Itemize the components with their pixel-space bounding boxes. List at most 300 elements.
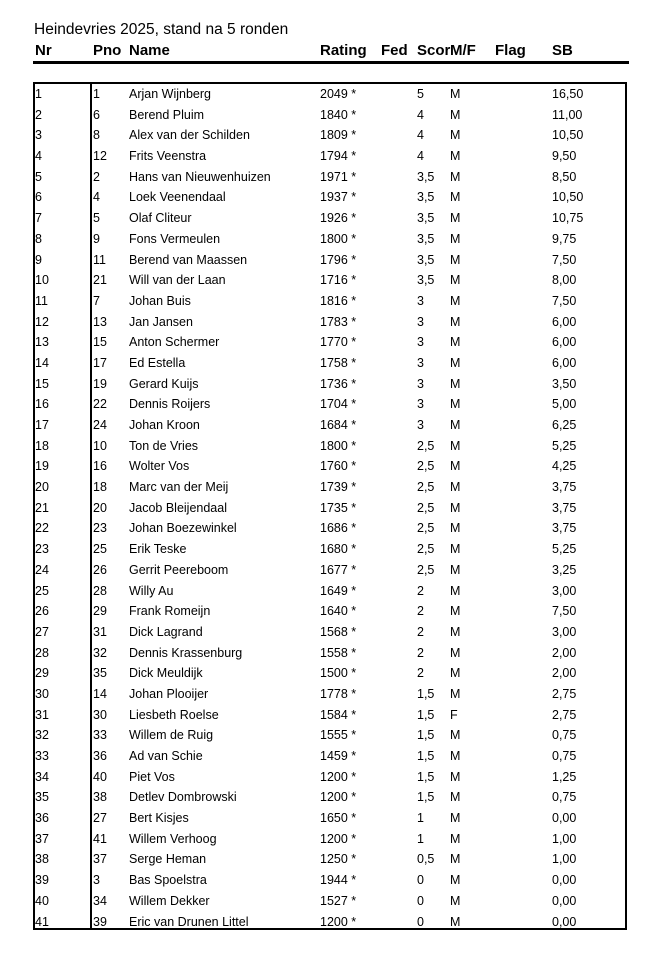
cell-pno: 2 xyxy=(93,169,100,184)
table-row xyxy=(0,84,656,105)
cell-mf: M xyxy=(450,314,461,329)
cell-mf: M xyxy=(450,521,461,536)
cell-pno: 14 xyxy=(93,686,107,701)
cell-mf: M xyxy=(450,190,461,205)
cell-score: 0 xyxy=(417,893,424,908)
cell-pno: 26 xyxy=(93,562,107,577)
table-row xyxy=(0,312,656,333)
cell-nr: 20 xyxy=(35,480,49,495)
cell-mf: M xyxy=(450,335,461,350)
cell-sb: 3,75 xyxy=(552,500,577,515)
cell-pno: 24 xyxy=(93,418,107,432)
table-row xyxy=(0,787,656,808)
cell-score: 2,5 xyxy=(417,562,435,577)
cell-mf: M xyxy=(450,542,461,557)
cell-mf: M xyxy=(450,769,461,784)
cell-name: Jacob Bleijendaal xyxy=(129,500,227,515)
cell-mf: M xyxy=(450,893,461,908)
cell-sb: 6,00 xyxy=(552,314,577,329)
cell-sb: 3,75 xyxy=(552,521,577,536)
cell-nr: 16 xyxy=(35,397,49,412)
cell-pno: 11 xyxy=(93,252,106,267)
cell-score: 3 xyxy=(417,397,424,412)
table-row xyxy=(0,725,656,746)
cell-name: Arjan Wijnberg xyxy=(129,87,211,101)
cell-rating: 1796 * xyxy=(320,252,357,267)
table-row xyxy=(0,581,656,602)
header-score: Scor xyxy=(417,42,451,59)
cell-mf: M xyxy=(450,852,461,867)
cell-nr: 13 xyxy=(35,335,49,350)
cell-sb: 11,00 xyxy=(552,107,583,122)
table-row xyxy=(0,891,656,912)
table-row xyxy=(0,767,656,788)
cell-rating: 1640 * xyxy=(320,604,357,619)
cell-mf: M xyxy=(450,645,461,660)
cell-nr: 25 xyxy=(35,583,49,598)
cell-nr: 14 xyxy=(35,355,49,370)
table-row xyxy=(0,560,656,581)
cell-pno: 6 xyxy=(93,107,100,122)
cell-pno: 30 xyxy=(93,707,107,722)
cell-mf: M xyxy=(450,107,461,122)
cell-rating: 1816 * xyxy=(320,293,357,308)
cell-mf: M xyxy=(450,480,461,495)
cell-name: Fons Vermeulen xyxy=(129,231,221,246)
table-row xyxy=(0,663,656,684)
cell-nr: 27 xyxy=(35,624,49,639)
cell-name: Will van der Laan xyxy=(129,273,226,288)
standings-table xyxy=(0,84,656,932)
cell-sb: 10,50 xyxy=(552,128,584,143)
cell-nr: 1 xyxy=(35,87,42,101)
cell-score: 2,5 xyxy=(417,542,435,557)
cell-pno: 4 xyxy=(93,190,100,205)
cell-mf: M xyxy=(450,873,461,888)
table-row xyxy=(0,705,656,726)
cell-rating: 1459 * xyxy=(320,749,357,763)
cell-pno: 22 xyxy=(93,397,107,412)
cell-rating: 1736 * xyxy=(320,376,357,391)
cell-sb: 9,75 xyxy=(552,231,577,246)
cell-rating: 1684 * xyxy=(320,418,357,432)
cell-score: 2,5 xyxy=(417,459,435,474)
cell-sb: 3,25 xyxy=(552,562,577,577)
header-flag: Flag xyxy=(495,42,526,59)
cell-mf: M xyxy=(450,273,461,288)
cell-rating: 1971 * xyxy=(320,169,357,184)
cell-sb: 0,00 xyxy=(552,811,577,826)
cell-rating: 1760 * xyxy=(320,459,357,474)
cell-name: Johan Buis xyxy=(129,293,191,308)
cell-pno: 33 xyxy=(93,728,107,743)
cell-rating: 1200 * xyxy=(320,831,357,846)
cell-pno: 9 xyxy=(93,231,100,246)
cell-rating: 1840 * xyxy=(320,107,357,122)
cell-nr: 28 xyxy=(35,645,49,660)
cell-rating: 1739 * xyxy=(320,480,357,495)
cell-name: Ad van Schie xyxy=(129,749,203,763)
cell-nr: 33 xyxy=(35,749,49,763)
cell-sb: 8,50 xyxy=(552,169,577,184)
cell-name: Berend Pluim xyxy=(129,107,205,122)
cell-rating: 1778 * xyxy=(320,686,357,701)
cell-score: 0,5 xyxy=(417,852,435,867)
cell-sb: 1,00 xyxy=(552,852,577,867)
cell-name: Gerrit Peereboom xyxy=(129,562,229,577)
cell-nr: 6 xyxy=(35,190,42,205)
cell-pno: 35 xyxy=(93,666,107,681)
cell-nr: 3 xyxy=(35,128,42,143)
cell-score: 0 xyxy=(417,914,424,929)
cell-score: 2 xyxy=(417,624,424,639)
cell-pno: 36 xyxy=(93,749,107,763)
table-row xyxy=(0,829,656,850)
cell-pno: 5 xyxy=(93,211,100,226)
header-mf: M/F xyxy=(450,42,476,59)
cell-score: 5 xyxy=(417,87,424,101)
cell-pno: 29 xyxy=(93,604,107,619)
table-row xyxy=(0,125,656,146)
cell-score: 2 xyxy=(417,666,424,681)
cell-name: Alex van der Schilden xyxy=(129,128,250,143)
cell-sb: 5,25 xyxy=(552,438,577,453)
cell-name: Dick Lagrand xyxy=(129,624,203,639)
cell-score: 3 xyxy=(417,314,424,329)
cell-sb: 7,50 xyxy=(552,604,577,619)
cell-mf: M xyxy=(450,790,461,805)
cell-mf: M xyxy=(450,128,461,143)
cell-name: Bert Kisjes xyxy=(129,811,189,826)
cell-name: Loek Veenendaal xyxy=(129,190,226,205)
header-rule xyxy=(33,61,629,64)
cell-rating: 1680 * xyxy=(320,542,357,557)
cell-mf: M xyxy=(450,914,461,929)
table-row xyxy=(0,808,656,829)
cell-score: 3,5 xyxy=(417,190,435,205)
cell-pno: 10 xyxy=(93,438,107,453)
cell-nr: 4 xyxy=(35,149,42,164)
cell-nr: 10 xyxy=(35,273,49,288)
cell-mf: M xyxy=(450,728,461,743)
cell-nr: 34 xyxy=(35,769,49,784)
cell-pno: 25 xyxy=(93,542,107,557)
cell-name: Eric van Drunen Littel xyxy=(129,914,249,929)
table-row xyxy=(0,477,656,498)
cell-name: Willem Dekker xyxy=(129,893,210,908)
cell-name: Olaf Cliteur xyxy=(129,211,192,226)
cell-mf: M xyxy=(450,666,461,681)
cell-rating: 1704 * xyxy=(320,397,357,412)
cell-mf: M xyxy=(450,149,461,164)
cell-pno: 27 xyxy=(93,811,107,826)
cell-score: 2,5 xyxy=(417,480,435,495)
cell-rating: 1770 * xyxy=(320,335,357,350)
cell-mf: M xyxy=(450,624,461,639)
cell-nr: 32 xyxy=(35,728,49,743)
cell-score: 0 xyxy=(417,873,424,888)
cell-sb: 2,00 xyxy=(552,645,577,660)
table-row xyxy=(0,539,656,560)
cell-sb: 6,00 xyxy=(552,335,577,350)
cell-sb: 0,75 xyxy=(552,728,577,743)
cell-mf: M xyxy=(450,831,461,846)
cell-rating: 1794 * xyxy=(320,149,357,164)
cell-nr: 29 xyxy=(35,666,49,681)
cell-score: 2 xyxy=(417,604,424,619)
cell-sb: 9,50 xyxy=(552,149,577,164)
cell-score: 3,5 xyxy=(417,169,435,184)
page-title: Heindevries 2025, stand na 5 ronden xyxy=(34,21,289,38)
cell-name: Johan Plooijer xyxy=(129,686,209,701)
cell-sb: 3,00 xyxy=(552,624,577,639)
cell-pno: 41 xyxy=(93,831,107,846)
cell-name: Willy Au xyxy=(129,583,174,598)
table-row xyxy=(0,643,656,664)
cell-mf: M xyxy=(450,211,461,226)
cell-nr: 21 xyxy=(35,500,49,515)
cell-score: 3,5 xyxy=(417,231,435,246)
cell-sb: 10,75 xyxy=(552,211,584,226)
cell-nr: 31 xyxy=(35,707,49,722)
cell-rating: 1500 * xyxy=(320,666,357,681)
cell-nr: 37 xyxy=(35,831,49,846)
cell-pno: 20 xyxy=(93,500,107,515)
table-row xyxy=(0,912,656,933)
cell-name: Frank Romeijn xyxy=(129,604,211,619)
cell-rating: 1250 * xyxy=(320,852,357,867)
cell-sb: 7,50 xyxy=(552,293,577,308)
cell-rating: 1558 * xyxy=(320,645,357,660)
cell-rating: 1527 * xyxy=(320,893,357,908)
cell-mf: M xyxy=(450,87,461,101)
cell-nr: 40 xyxy=(35,893,49,908)
cell-rating: 1783 * xyxy=(320,314,357,329)
cell-score: 4 xyxy=(417,107,424,122)
cell-pno: 40 xyxy=(93,769,107,784)
cell-mf: M xyxy=(450,583,461,598)
cell-nr: 38 xyxy=(35,852,49,867)
cell-score: 1,5 xyxy=(417,769,435,784)
cell-name: Dennis Krassenburg xyxy=(129,645,243,660)
cell-score: 2 xyxy=(417,645,424,660)
cell-name: Anton Schermer xyxy=(129,335,220,350)
table-row xyxy=(0,849,656,870)
cell-nr: 39 xyxy=(35,873,49,888)
cell-score: 1,5 xyxy=(417,749,435,763)
table-row xyxy=(0,415,656,436)
cell-pno: 16 xyxy=(93,459,107,474)
cell-score: 1 xyxy=(417,831,424,846)
cell-rating: 1800 * xyxy=(320,231,357,246)
cell-nr: 11 xyxy=(35,293,48,308)
header-sb: SB xyxy=(552,42,573,59)
cell-mf: M xyxy=(450,293,461,308)
cell-nr: 7 xyxy=(35,211,42,226)
cell-pno: 21 xyxy=(93,273,107,288)
cell-name: Liesbeth Roelse xyxy=(129,707,219,722)
cell-nr: 12 xyxy=(35,314,49,329)
cell-pno: 12 xyxy=(93,149,107,164)
cell-sb: 5,25 xyxy=(552,542,577,557)
cell-sb: 0,00 xyxy=(552,893,577,908)
cell-sb: 8,00 xyxy=(552,273,577,288)
cell-rating: 1650 * xyxy=(320,811,357,826)
cell-score: 2,5 xyxy=(417,521,435,536)
cell-score: 1,5 xyxy=(417,707,435,722)
cell-nr: 18 xyxy=(35,438,49,453)
cell-rating: 1568 * xyxy=(320,624,357,639)
cell-name: Gerard Kuijs xyxy=(129,376,199,391)
cell-score: 2 xyxy=(417,583,424,598)
cell-nr: 17 xyxy=(35,418,49,432)
cell-score: 3 xyxy=(417,376,424,391)
header-fed: Fed xyxy=(381,42,408,59)
table-row xyxy=(0,498,656,519)
cell-name: Berend van Maassen xyxy=(129,252,248,267)
cell-name: Willem Verhoog xyxy=(129,831,217,846)
cell-pno: 15 xyxy=(93,335,107,350)
cell-rating: 1926 * xyxy=(320,211,357,226)
cell-mf: M xyxy=(450,231,461,246)
cell-mf: M xyxy=(450,500,461,515)
cell-sb: 1,00 xyxy=(552,831,577,846)
cell-pno: 34 xyxy=(93,893,107,908)
cell-pno: 3 xyxy=(93,873,100,888)
cell-rating: 1758 * xyxy=(320,355,357,370)
cell-rating: 1716 * xyxy=(320,273,357,288)
cell-score: 2,5 xyxy=(417,500,435,515)
cell-nr: 5 xyxy=(35,169,42,184)
cell-score: 3,5 xyxy=(417,252,435,267)
cell-pno: 28 xyxy=(93,583,107,598)
cell-name: Serge Heman xyxy=(129,852,207,867)
cell-nr: 19 xyxy=(35,459,49,474)
cell-rating: 1677 * xyxy=(320,562,357,577)
cell-rating: 1937 * xyxy=(320,190,357,205)
table-row xyxy=(0,394,656,415)
header-pno: Pno xyxy=(93,42,122,59)
cell-sb: 6,25 xyxy=(552,418,577,432)
header-nr: Nr xyxy=(35,42,52,59)
cell-rating: 1200 * xyxy=(320,790,357,805)
table-row xyxy=(0,601,656,622)
cell-nr: 41 xyxy=(35,914,49,929)
cell-rating: 1944 * xyxy=(320,873,357,888)
cell-rating: 1809 * xyxy=(320,128,357,143)
cell-pno: 8 xyxy=(93,128,100,143)
cell-mf: M xyxy=(450,418,461,432)
cell-nr: 8 xyxy=(35,231,42,246)
cell-score: 3 xyxy=(417,355,424,370)
cell-name: Johan Kroon xyxy=(129,418,200,432)
cell-sb: 5,00 xyxy=(552,397,577,412)
cell-rating: 1649 * xyxy=(320,583,357,598)
cell-sb: 0,00 xyxy=(552,873,577,888)
table-row xyxy=(0,291,656,312)
cell-sb: 6,00 xyxy=(552,355,577,370)
table-row xyxy=(0,270,656,291)
cell-mf: M xyxy=(450,438,461,453)
cell-name: Dennis Roijers xyxy=(129,397,211,412)
table-row xyxy=(0,684,656,705)
cell-rating: 1686 * xyxy=(320,521,357,536)
cell-score: 2,5 xyxy=(417,438,435,453)
cell-sb: 10,50 xyxy=(552,190,584,205)
table-row xyxy=(0,167,656,188)
table-row xyxy=(0,146,656,167)
cell-sb: 3,75 xyxy=(552,480,577,495)
cell-name: Ton de Vries xyxy=(129,438,199,453)
cell-nr: 24 xyxy=(35,562,49,577)
cell-rating: 1800 * xyxy=(320,438,357,453)
cell-name: Piet Vos xyxy=(129,769,175,784)
cell-score: 1,5 xyxy=(417,790,435,805)
cell-mf: M xyxy=(450,811,461,826)
cell-sb: 2,75 xyxy=(552,686,577,701)
cell-name: Johan Boezewinkel xyxy=(129,521,237,536)
cell-sb: 2,75 xyxy=(552,707,577,722)
cell-nr: 22 xyxy=(35,521,49,536)
cell-nr: 9 xyxy=(35,252,42,267)
cell-name: Hans van Nieuwenhuizen xyxy=(129,169,271,184)
cell-mf: M xyxy=(450,562,461,577)
cell-pno: 17 xyxy=(93,355,107,370)
cell-nr: 26 xyxy=(35,604,49,619)
cell-nr: 36 xyxy=(35,811,49,826)
cell-score: 3,5 xyxy=(417,211,435,226)
table-row xyxy=(0,105,656,126)
cell-sb: 16,50 xyxy=(552,87,584,101)
cell-pno: 37 xyxy=(93,852,107,867)
table-row xyxy=(0,518,656,539)
cell-name: Erik Teske xyxy=(129,542,187,557)
cell-mf: M xyxy=(450,355,461,370)
table-row xyxy=(0,229,656,250)
cell-score: 1 xyxy=(417,811,424,826)
cell-pno: 39 xyxy=(93,914,107,929)
cell-pno: 1 xyxy=(93,87,100,101)
cell-pno: 18 xyxy=(93,480,107,495)
cell-pno: 32 xyxy=(93,645,107,660)
cell-name: Frits Veenstra xyxy=(129,149,207,164)
table-row xyxy=(0,746,656,767)
table-row xyxy=(0,250,656,271)
cell-mf: M xyxy=(450,686,461,701)
cell-pno: 19 xyxy=(93,376,107,391)
cell-nr: 35 xyxy=(35,790,49,805)
header-rating: Rating xyxy=(320,42,367,59)
table-row xyxy=(0,332,656,353)
table-row xyxy=(0,353,656,374)
table-row xyxy=(0,870,656,891)
cell-sb: 4,25 xyxy=(552,459,577,474)
cell-nr: 23 xyxy=(35,542,49,557)
cell-nr: 30 xyxy=(35,686,49,701)
cell-sb: 0,75 xyxy=(552,749,577,763)
cell-score: 4 xyxy=(417,149,424,164)
cell-name: Dick Meuldijk xyxy=(129,666,203,681)
cell-rating: 1200 * xyxy=(320,769,357,784)
cell-score: 4 xyxy=(417,128,424,143)
cell-sb: 0,75 xyxy=(552,790,577,805)
cell-rating: 1200 * xyxy=(320,914,357,929)
cell-score: 1,5 xyxy=(417,728,435,743)
cell-mf: M xyxy=(450,604,461,619)
cell-mf: M xyxy=(450,252,461,267)
cell-score: 3 xyxy=(417,293,424,308)
cell-name: Marc van der Meij xyxy=(129,480,229,495)
